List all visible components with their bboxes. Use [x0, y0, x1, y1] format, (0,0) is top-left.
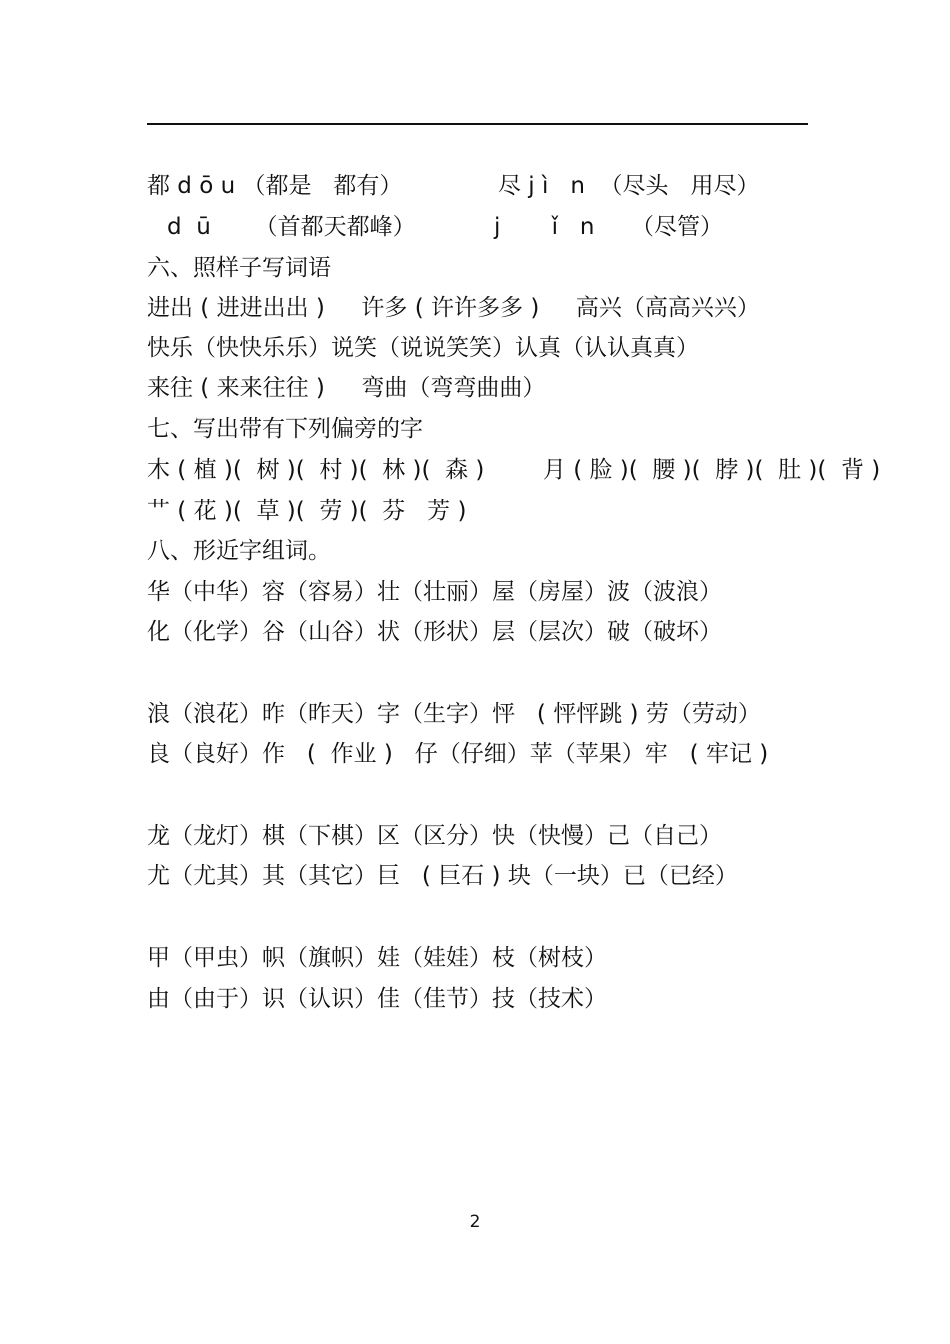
section8-line: 尤（尤其）其（其它）巨 ( 巨石 ) 块（一块）已（已经） — [147, 863, 738, 889]
section-heading-8: 八、形近字组词。 — [147, 538, 331, 564]
section-heading-6: 六、照样子写词语 — [147, 255, 331, 281]
section6-line: 进出 ( 进进出出 ) 许多 ( 许许多多 ) 高兴（高高兴兴） — [147, 295, 760, 321]
section8-line: 良（良好）作 ( 作业 ) 仔（仔细）苹（苹果）牢 ( 牢记 ) — [147, 741, 769, 767]
section8-line: 甲（甲虫）帜（旗帜）娃（娃娃）枝（树枝） — [147, 945, 607, 971]
section7-line: 艹 ( 花 )( 草 )( 劳 )( 芬 芳 ) — [147, 498, 467, 524]
pinyin-jin-reading-1: 尽 j ì n （尽头 用尽） — [498, 173, 760, 199]
section8-line: 龙（龙灯）棋（下棋）区（区分）快（快慢）己（自己） — [147, 823, 722, 849]
header-rule — [147, 123, 808, 125]
section6-line: 快乐（快快乐乐）说笑（说说笑笑）认真（认认真真） — [147, 335, 699, 361]
page-number: 2 — [469, 1212, 481, 1232]
section6-line: 来往 ( 来来往往 ) 弯曲（弯弯曲曲） — [147, 375, 546, 401]
section-heading-7: 七、写出带有下列偏旁的字 — [147, 416, 423, 442]
pinyin-jin-reading-2: j ǐ n （尽管） — [494, 214, 724, 240]
pinyin-dou-reading-1: 都 d ō u （都是 都有） — [147, 173, 403, 199]
section8-line: 由（由于）识（认识）佳（佳节）技（技术） — [147, 986, 607, 1012]
pinyin-dou-reading-2: d ū （首都天都峰） — [167, 214, 416, 240]
section8-line: 化（化学）谷（山谷）状（形状）层（层次）破（破坏） — [147, 619, 722, 645]
section8-line: 浪（浪花）昨（昨天）字（生字）怦 ( 怦怦跳 ) 劳（劳动） — [147, 701, 761, 727]
section7-line: 木 ( 植 )( 树 )( 村 )( 林 )( 森 ) 月 ( 脸 )( 腰 )( 脖 )( 肚 )( 背 ) — [147, 457, 881, 483]
section8-line: 华（中华）容（容易）壮（壮丽）屋（房屋）波（波浪） — [147, 579, 722, 605]
